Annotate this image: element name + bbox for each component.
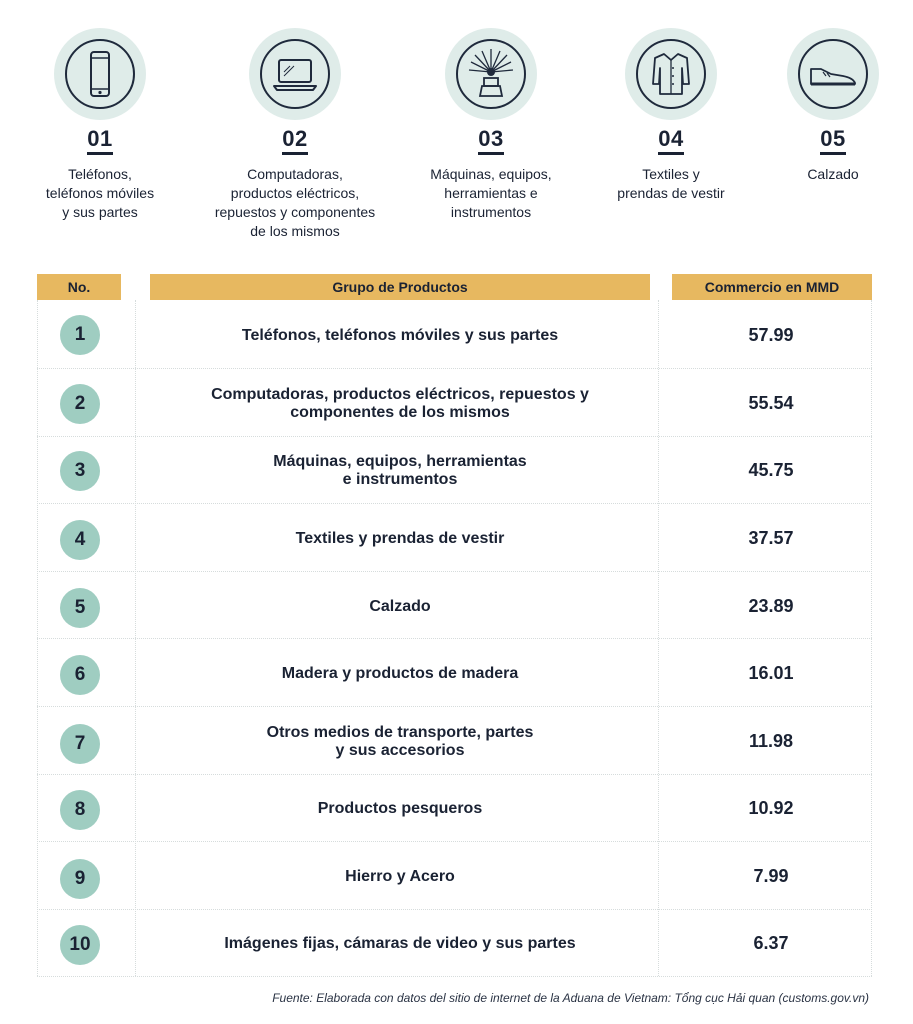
category-label: Textiles y prendas de vestir <box>617 166 725 201</box>
trade-value: 6.37 <box>753 933 789 953</box>
table-row <box>37 843 872 910</box>
trade-value: 10.92 <box>748 798 794 818</box>
category-04 <box>594 28 748 203</box>
rank-badge: 9 <box>60 859 100 899</box>
table-row <box>37 708 872 775</box>
category-label: Computadoras, productos eléctricos, repuestos y componentes de los mismos <box>214 166 376 239</box>
trade-value: 16.01 <box>748 663 794 683</box>
table-row <box>37 437 872 504</box>
product-group: Hierro y Acero <box>345 867 455 885</box>
header-group: Grupo de Productos <box>150 274 650 300</box>
trade-value: 23.89 <box>748 596 794 616</box>
trade-value: 45.75 <box>748 460 794 480</box>
shoe-icon <box>787 28 879 120</box>
rank-badge: 4 <box>60 520 100 560</box>
product-group: Madera y productos de madera <box>281 664 519 682</box>
trade-value: 11.98 <box>748 731 794 751</box>
rank-badge: 2 <box>60 384 100 424</box>
category-number: 01 <box>87 128 112 155</box>
product-group: Imágenes fijas, cámaras de video y sus partes <box>224 934 576 952</box>
category-02 <box>193 28 397 241</box>
rank-badge: 5 <box>60 588 100 628</box>
header-trade: Commercio en MMD <box>672 274 872 300</box>
product-group: Otros medios de transporte, partes y sus accesorios <box>266 723 534 759</box>
smartphone-icon <box>54 28 146 120</box>
table-row <box>37 302 872 369</box>
trade-value: 7.99 <box>753 866 789 886</box>
trade-value: 37.57 <box>748 528 794 548</box>
category-number: 05 <box>820 128 845 155</box>
product-group: Computadoras, productos eléctricos, repuestos y componentes de los mismos <box>211 385 589 421</box>
product-group: Teléfonos, teléfonos móviles y sus partes <box>241 326 559 344</box>
category-number: 03 <box>478 128 503 155</box>
header-no: No. <box>37 274 121 300</box>
category-03 <box>410 28 572 222</box>
product-group: Máquinas, equipos, herramientas e instrumentos <box>273 452 527 488</box>
category-label: Máquinas, equipos, herramientas e instrumentos <box>430 166 552 220</box>
table-row <box>37 370 872 437</box>
table-row <box>37 573 872 640</box>
category-label: Teléfonos, teléfonos móviles y sus partes <box>45 166 155 220</box>
rank-badge: 10 <box>60 925 100 965</box>
rank-badge: 6 <box>60 655 100 695</box>
rank-badge: 3 <box>60 451 100 491</box>
product-group: Textiles y prendas de vestir <box>295 529 505 547</box>
table-row <box>37 505 872 572</box>
rank-badge: 1 <box>60 315 100 355</box>
category-label: Calzado <box>807 166 859 182</box>
shirt-icon <box>625 28 717 120</box>
machine-icon <box>445 28 537 120</box>
source-note: Fuente: Elaborada con datos del sitio de internet de la Aduana de Vietnam: Tổng cục Hải quan (customs.gov.vn) <box>272 991 869 1005</box>
trade-value: 57.99 <box>748 325 794 345</box>
trade-value: 55.54 <box>748 393 794 413</box>
category-01 <box>17 28 183 222</box>
table-row <box>37 775 872 842</box>
rank-badge: 8 <box>60 790 100 830</box>
category-number: 04 <box>658 128 683 155</box>
category-05 <box>781 28 885 184</box>
product-group: Productos pesqueros <box>317 799 483 817</box>
category-number: 02 <box>282 128 307 155</box>
laptop-icon <box>249 28 341 120</box>
product-group: Calzado <box>369 597 431 615</box>
table-row <box>37 910 872 977</box>
rank-badge: 7 <box>60 724 100 764</box>
table-row <box>37 640 872 707</box>
